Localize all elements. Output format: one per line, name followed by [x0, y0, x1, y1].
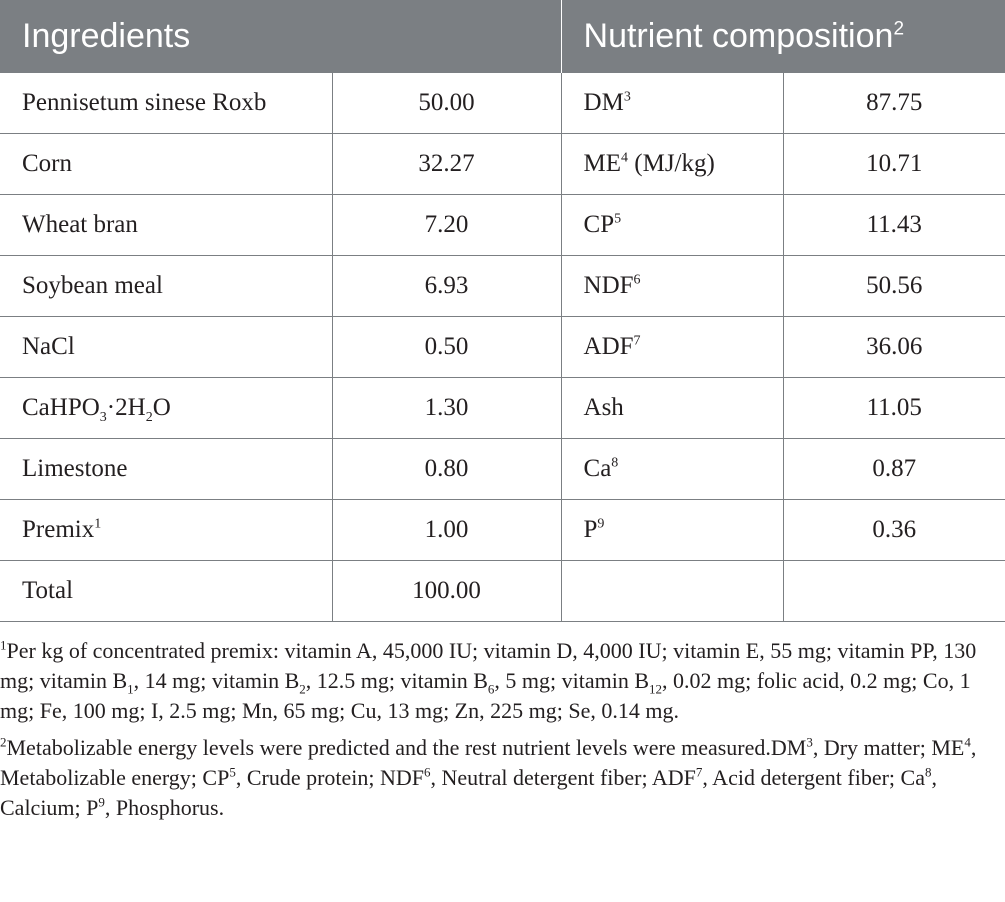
ingredient-name: Soybean meal — [0, 256, 332, 317]
nutrient-value: 50.56 — [783, 256, 1005, 317]
ingredient-amount: 1.00 — [332, 500, 561, 561]
nutrient-value — [783, 561, 1005, 622]
ingredient-amount: 0.50 — [332, 317, 561, 378]
footnote-2: $^2$Metabolizable energy levels were predicted and the rest nutrient levels were $measured.DM^3$, Dry matter; $ME^4$, Metabolizable energy; $CP^5$, Crude protein; NDF$^6$, Neutral detergent fiber; ADF$^7$, Acid detergent fiber; Ca$^8$, Calcium; $P^9$, Phosphorus. — [0, 734, 977, 820]
ingredient-name: Total — [0, 561, 332, 622]
ingredient-name: Limestone — [0, 439, 332, 500]
nutrient-value: 87.75 — [783, 73, 1005, 134]
table-footnotes — [0, 636, 1005, 830]
ingredient-amount: 6.93 — [332, 256, 561, 317]
ingredient-amount: 1.30 — [332, 378, 561, 439]
nutrient-value: 36.06 — [783, 317, 1005, 378]
ingredient-amount: 32.27 — [332, 134, 561, 195]
nutrient-value: 11.43 — [783, 195, 1005, 256]
table-row — [0, 256, 1005, 317]
table-row — [0, 500, 1005, 561]
ingredient-amount: 100.00 — [332, 561, 561, 622]
nutrient-name — [561, 561, 783, 622]
table-row — [0, 561, 1005, 622]
table-row — [0, 134, 1005, 195]
table-row — [0, 73, 1005, 134]
footnote-1: $^1$Per kg of concentrated premix: vitamin A, 45,000 IU; vitamin D, 4,000 IU; vitamin E, 55 mg; vitamin PP, 130 mg; vitamin $B_1$, 14 mg; vitamin $B_2$, 12.5 mg; vitamin $B_6$, 5 mg; vitamin $B_{12}$, 0.02 mg; folic acid, 0.2 mg; Co, 1 mg; Fe, 100 mg; I, 2.5 mg; Mn, 65 mg; Cu, 13 mg; Zn, 225 mg; Se, 0.14 mg. — [0, 637, 977, 723]
table-row — [0, 439, 1005, 500]
nutrient-name: $CP^5$ — [561, 195, 783, 256]
nutrient-name: $ME^4$ (MJ/kg) — [561, 134, 783, 195]
nutrient-name: Ca$^8$ — [561, 439, 783, 500]
ingredient-amount: 0.80 — [332, 439, 561, 500]
ingredient-name: Premix$^1$ — [0, 500, 332, 561]
ingredient-name: Wheat bran — [0, 195, 332, 256]
table-row — [0, 317, 1005, 378]
ingredient-amount: 50.00 — [332, 73, 561, 134]
nutrient-name: ADF$^7$ — [561, 317, 783, 378]
ingredient-name: NaCl — [0, 317, 332, 378]
nutrient-name: $DM^3$ — [561, 73, 783, 134]
nutrient-value: 0.87 — [783, 439, 1005, 500]
nutrient-name: Ash — [561, 378, 783, 439]
header-nutrient-composition: Nutrient composition$^2$ — [561, 0, 1005, 73]
nutrient-value: 10.71 — [783, 134, 1005, 195]
table-row — [0, 195, 1005, 256]
ingredient-name: Corn — [0, 134, 332, 195]
table-row — [0, 378, 1005, 439]
header-ingredients: Ingredients — [0, 0, 561, 73]
nutrient-name: $P^9$ — [561, 500, 783, 561]
ingredient-name: $CaHPO_3\cdot 2H_2O$ — [0, 378, 332, 439]
nutrient-value: 0.36 — [783, 500, 1005, 561]
nutrient-name: NDF$^6$ — [561, 256, 783, 317]
nutrient-value: 11.05 — [783, 378, 1005, 439]
header-row — [0, 0, 1005, 73]
ingredient-name: Pennisetum sinese Roxb — [0, 73, 332, 134]
ingredient-amount: 7.20 — [332, 195, 561, 256]
